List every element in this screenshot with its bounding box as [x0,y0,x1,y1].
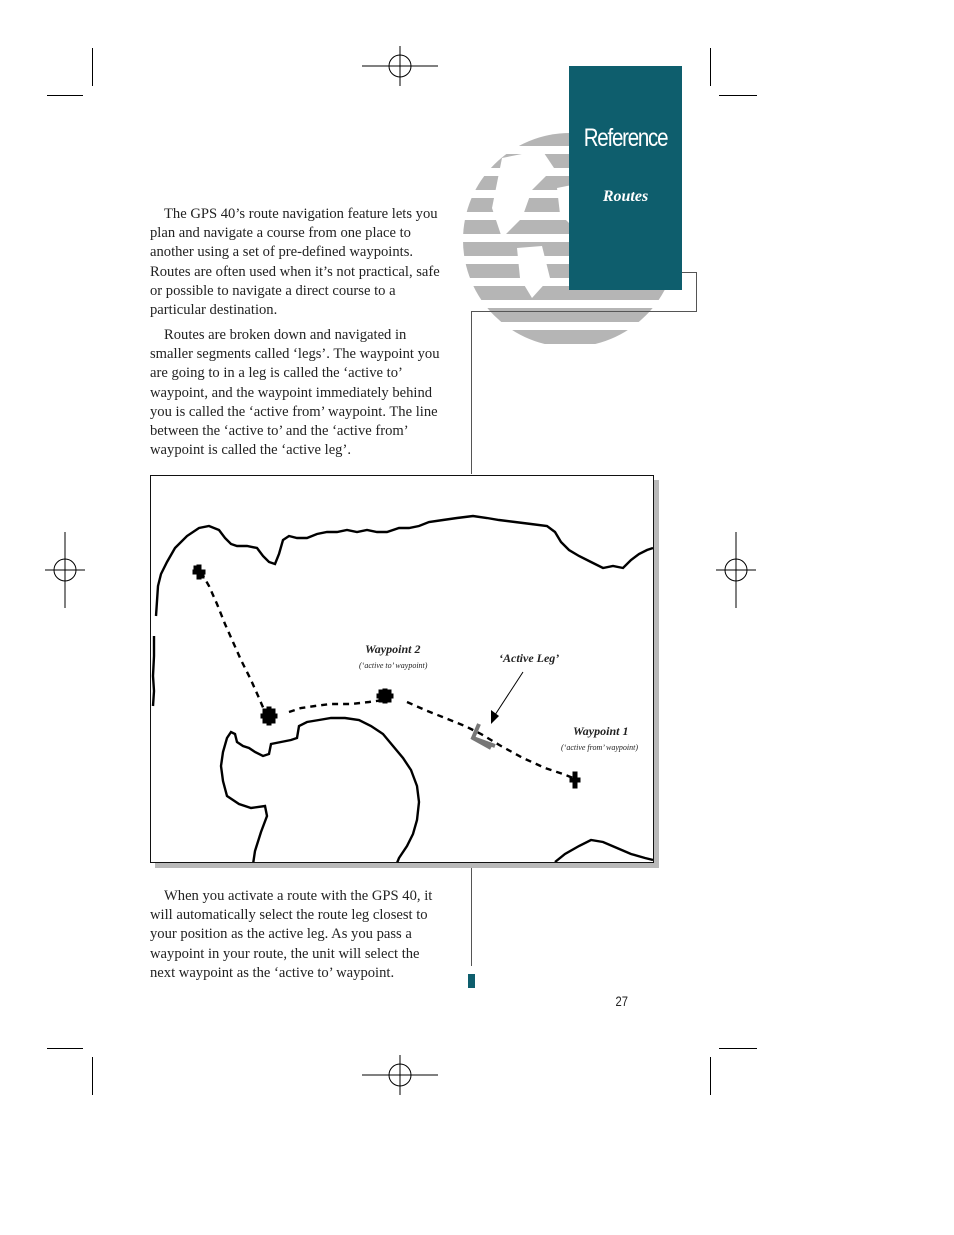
waypoint-1-label: Waypoint 1 [573,724,629,738]
route-line [289,700,383,712]
crop-mark [710,48,711,86]
waypoint-1-marker-icon [570,772,580,788]
crop-mark [92,48,93,86]
paragraph-activate-text: When you activate a route with the GPS 40, it will automatically select the route leg closest to your position as the active leg. As you pass a waypoint in your route, the unit will select the next waypoint as the ‘active to’ waypoint. [150,888,433,981]
coastline [156,516,653,616]
section-tab [569,66,682,290]
crop-mark [92,1057,93,1095]
paragraph-activate [150,887,448,983]
waypoint-marker-icon [193,565,205,579]
coastline [153,636,154,706]
waypoint-2-marker-icon [377,689,393,703]
waypoint-2-sublabel: (‘active to’ waypoint) [359,661,428,670]
margin-rule [471,863,472,966]
route-line [201,572,265,712]
tab-outline-top [682,272,697,273]
coastline [555,840,653,862]
position-arrow-icon [473,724,495,748]
registration-mark-icon [698,532,774,608]
paragraph-legs-text: Routes are broken down and navigated in smaller segments called ‘legs’. The waypoint you are going to in a leg is called the ‘active to’ waypoint, and the waypoint immediately behind you is called the ‘active from’ waypoint. The line between the ‘active to’ and the ‘active from’ waypoint is called the ‘active leg’. [150,327,440,459]
coastline [221,718,419,862]
waypoint-2-label: Waypoint 2 [365,642,421,656]
paragraph-intro-text: The GPS 40’s route navigation feature lets you plan and navigate a course from one place to another using a set of pre-defined waypoints. Routes are often used when it’s not practical, safe or possible to navigate a direct course to a particular destination. [150,206,440,319]
crop-mark [47,1048,83,1049]
section-subtitle: Routes [602,188,649,205]
section-title: Reference [583,124,668,152]
registration-mark-icon [362,1037,438,1113]
waypoint-1-sublabel: (‘active from’ waypoint) [561,743,639,752]
crop-mark [719,1048,757,1049]
page-marker [468,974,475,988]
route-line [407,702,573,778]
tab-outline-bottom [471,311,697,312]
active-leg-label: ‘Active Leg’ [499,651,560,665]
tab-outline-right [696,272,697,312]
crop-mark [710,1057,711,1095]
waypoint-marker-icon [261,707,277,725]
crop-mark [47,95,83,96]
registration-mark-icon [362,28,438,104]
page-number: 27 [615,993,629,1009]
route-figure [150,475,654,863]
label-pointer [493,672,523,718]
paragraph-legs [150,326,442,460]
paragraph-intro [150,205,450,320]
label-pointer-arrowhead [491,710,499,724]
registration-mark-icon [27,532,103,608]
crop-mark [719,95,757,96]
margin-rule [471,311,472,474]
